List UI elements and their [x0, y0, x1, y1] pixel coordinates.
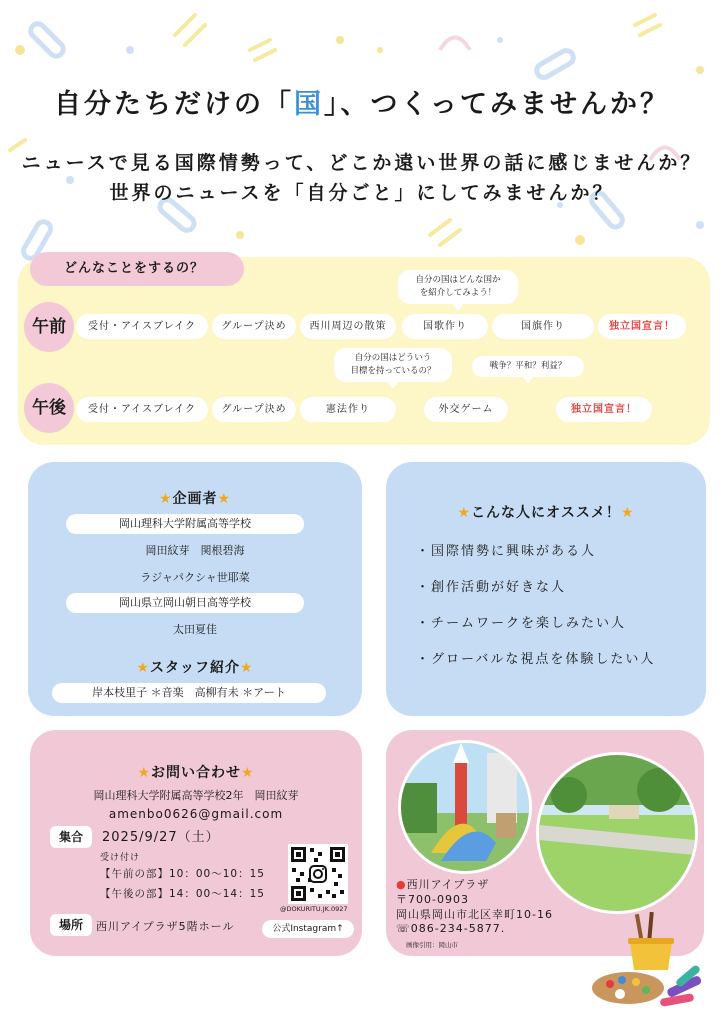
afternoon-label: 午後: [24, 383, 74, 433]
morning-step: 国旗作り: [492, 314, 594, 339]
venue-name: ●西川アイプラザ: [396, 878, 490, 891]
star-icon: ★: [240, 660, 254, 676]
instagram-handle: @DOKURITU.JK.0927: [280, 905, 348, 913]
paperclip-icon: [534, 48, 576, 80]
star-icon: ★: [620, 505, 635, 521]
phone-icon: ☏: [396, 922, 411, 935]
venue-address: 岡山県岡山市北区幸町10-16: [396, 908, 553, 921]
staff-title: ★スタッフ紹介★: [136, 660, 254, 676]
place-label: 場所: [50, 914, 92, 936]
recommend-title: ★こんな人にオススメ！★: [457, 505, 635, 521]
organizer-school-2: 岡山県立岡山朝日高等学校: [66, 593, 304, 613]
qr-code-icon[interactable]: [288, 844, 348, 904]
reception-afternoon: 【午後の部】14：00～14：15: [100, 888, 265, 900]
morning-label: 午前: [24, 302, 74, 352]
star-icon: ★: [457, 505, 472, 521]
afternoon-step: 受付・アイスブレイク: [76, 397, 208, 422]
afternoon-step: 外交ゲーム: [424, 397, 508, 422]
afternoon-bubble-goal: 自分の国はどういう 目標を持っているの？: [334, 348, 452, 382]
morning-declaration: 独立国宣言！: [598, 314, 686, 339]
afternoon-bubble-diplomacy: 戦争？平和？利益？: [472, 356, 584, 377]
recommend-item: ・国際情勢に興味がある人: [416, 544, 597, 559]
venue-zip: 〒700-0903: [396, 893, 469, 906]
contact-title: ★お問い合わせ★: [137, 765, 255, 781]
star-icon: ★: [136, 660, 150, 676]
recommend-item: ・創作活動が好きな人: [416, 580, 567, 595]
event-place: 西川アイプラザ5階ホール: [96, 920, 235, 933]
location-pin-icon: ●: [396, 878, 407, 891]
contact-organization: 岡山理科大学附属高等学校2年 岡田紋芽: [93, 789, 299, 802]
morning-step: 西川周辺の散策: [300, 314, 396, 339]
event-date: 2025/9/27（土）: [102, 830, 220, 845]
afternoon-step: グループ決め: [212, 397, 296, 422]
venue-phone: ☏086-234-5877.: [396, 922, 506, 935]
subtitle-1: ニュースで見る国際情勢って、どこか遠い世界の話に感じませんか？: [21, 152, 703, 174]
organizer-school-1: 岡山理科大学附属高等学校: [66, 514, 304, 534]
star-icon: ★: [241, 765, 255, 781]
organizer-names-3: 太田夏佳: [173, 623, 217, 636]
reception-morning: 【午前の部】10：00～10：15: [100, 868, 265, 880]
afternoon-declaration: 独立国宣言！: [556, 397, 652, 422]
date-label: 集合: [50, 826, 92, 848]
organizer-names-2: ラジャパクシャ世耶菜: [140, 571, 250, 584]
morning-step: 国歌作り: [402, 314, 488, 339]
morning-bubble: 自分の国はどんな国か を紹介してみよう！: [398, 270, 518, 304]
image-credit: 画像引用：岡山市: [406, 941, 458, 949]
schedule-heading: どんなことをするの？: [30, 252, 244, 286]
contact-email[interactable]: amenbo0626@gmail.com: [108, 807, 284, 821]
star-icon: ★: [217, 491, 232, 507]
recommend-item: ・グローバルな視点を体験したい人: [416, 652, 656, 667]
recommend-item: ・チームワークを楽しみたい人: [416, 616, 627, 631]
star-icon: ★: [158, 491, 173, 507]
morning-step: グループ決め: [212, 314, 296, 339]
page-title: 自分たちだけの「国」、つくってみませんか？: [54, 89, 670, 120]
instagram-link[interactable]: 公式Instagram↑: [262, 920, 354, 938]
park-photo: [536, 752, 698, 914]
staff-list: 岸本枝里子 ＊音楽 高柳有未 ＊アート: [52, 683, 326, 703]
organizers-title: ★企画者★: [158, 491, 232, 507]
subtitle-2: 世界のニュースを「自分ごと」にしてみませんか？: [109, 182, 615, 204]
reception-label: 受け付け: [100, 853, 141, 863]
morning-step: 受付・アイスブレイク: [76, 314, 208, 339]
playground-photo: [398, 740, 532, 874]
star-icon: ★: [137, 765, 151, 781]
paperclip-icon: [28, 21, 66, 59]
paint-palette-icon: [590, 912, 710, 1012]
organizer-names-1: 岡田紋芽 関根碧海: [145, 544, 245, 557]
afternoon-step: 憲法作り: [300, 397, 396, 422]
